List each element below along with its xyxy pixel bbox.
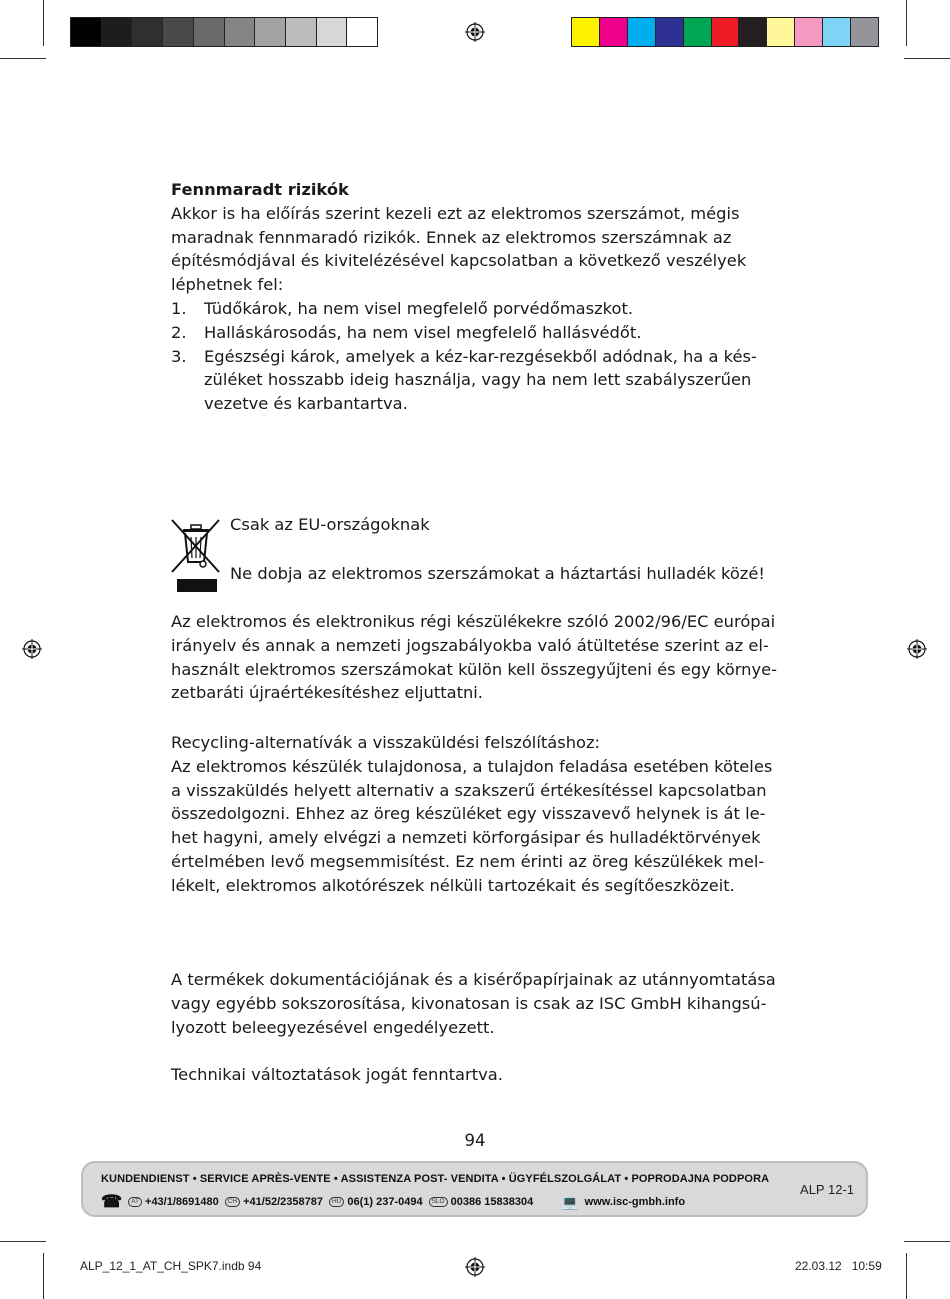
country-code-badge: AT (128, 1197, 142, 1207)
list-item-text: Tüdőkárok, ha nem visel megfelelő porvédőmaszkot. (204, 298, 634, 318)
directive-paragraph (171, 610, 781, 705)
phone-number: +43/1/8691480 (145, 1196, 219, 1208)
color-swatch (712, 18, 740, 46)
recycling-section (171, 731, 781, 898)
paragraph-line: értelmében levő megsemmisítést. Ez nem érinti az öreg készülékek mel- (171, 851, 765, 871)
country-code-badge: SLO (429, 1197, 448, 1207)
crop-mark (43, 0, 44, 46)
eu-only-title: Csak az EU-országoknak (230, 515, 430, 534)
country-code-badge: HU (329, 1197, 344, 1207)
paragraph-line: használt elektromos szerszámokat külön kell összegyűjteni és egy környe- (171, 659, 778, 679)
intro-line: léphetnek fel: (171, 275, 284, 295)
intro-line: maradnak fennmaradó rizikók. Ennek az elektromos szerszámnak az (171, 227, 732, 247)
crop-mark (904, 1241, 950, 1242)
paragraph-line: irányelv és annak a nemzeti jogszabályokba való átültetése szerint az el- (171, 635, 769, 655)
paragraph-line: A termékek dokumentációjának és a kisérőpapírjainak az utánnyomtatása (171, 970, 776, 989)
color-swatch (739, 18, 767, 46)
paragraph-line: het hagyni, amely elvégzi a nemzeti körforgásipar és hulladéktörvények (171, 828, 761, 848)
color-swatch (767, 18, 795, 46)
registration-mark-icon (22, 639, 42, 659)
list-item (171, 345, 781, 416)
gray-swatch (102, 18, 133, 46)
section-heading: Fennmaradt rizikók (171, 180, 349, 199)
paragraph-line: Az elektromos és elektronikus régi készülékekre szóló 2002/96/EC európai (171, 612, 776, 631)
paragraph-line: a visszaküldés helyett alternativ a szakszerű értékesítéssel kapcsolatban (171, 780, 767, 800)
intro-line: építésmódjával és kivitelézésével kapcsolatban a következő veszélyek (171, 251, 747, 271)
gray-swatch (163, 18, 194, 46)
gray-swatch (225, 18, 256, 46)
gray-swatch (347, 18, 377, 46)
date-slug: 22.03.12 10:59 (795, 1259, 882, 1273)
crop-mark (0, 1241, 46, 1242)
paragraph-line: Az elektromos készülék tulajdonosa, a tulajdon feladása esetében köteles (171, 756, 773, 776)
crop-mark (43, 1253, 44, 1299)
gray-swatch (71, 18, 102, 46)
page-number: 94 (464, 1131, 486, 1150)
gray-swatch (317, 18, 348, 46)
disposal-warning: Ne dobja az elektromos szerszámokat a háztartási hulladék közé! (230, 564, 765, 583)
list-number: 1. (171, 298, 187, 318)
list-item-text: Egészségi károk, amelyek a kéz-kar-rezgésekből adódnak, ha a kés- (204, 346, 757, 366)
service-title: KUNDENDIENST • SERVICE APRÈS-VENTE • ASSISTENZA POST- VENDITA • ÜGYFÉLSZOLGÁLAT • POPRODAJNA PODPORA (101, 1173, 770, 1185)
list-number: 2. (171, 322, 187, 342)
file-slug: ALP_12_1_AT_CH_SPK7.indb 94 (80, 1259, 262, 1273)
technical-changes-note: Technikai változtatások jogát fenntartva. (171, 1065, 503, 1084)
registration-mark-icon (907, 639, 927, 659)
risk-list (171, 297, 781, 416)
gray-swatch (286, 18, 317, 46)
service-box (81, 1161, 868, 1217)
list-item-text: züléket hosszabb ideig használja, vagy ha nem lett szabályszerűen (204, 370, 752, 390)
phone-icon: ☎ (101, 1192, 123, 1211)
list-item-text: vezetve és karbantartva. (204, 394, 408, 414)
gray-swatch (132, 18, 163, 46)
color-swatch (823, 18, 851, 46)
crop-mark (906, 0, 907, 46)
phone-number: +41/52/2358787 (243, 1196, 323, 1208)
process-color-bar (571, 17, 879, 47)
registration-mark-icon (465, 22, 485, 42)
service-contacts (101, 1192, 685, 1212)
color-swatch (795, 18, 823, 46)
copyright-paragraph (171, 968, 781, 1039)
laptop-icon: 💻 (561, 1193, 579, 1210)
paragraph-line: zetbaráti újraértékesítéshez eljuttatni. (171, 683, 483, 703)
color-swatch (656, 18, 684, 46)
list-item-text: Halláskárosodás, ha nem visel megfelelő hallásvédőt. (204, 322, 642, 342)
paragraph-line: vagy egyébb sokszorosítása, kivonatosan is csak az ISC GmbH kihangsú- (171, 993, 767, 1013)
paragraph-line: lyozott beleegyezésével engedélyezett. (171, 1017, 495, 1037)
crossed-bin-icon (171, 517, 221, 593)
list-number: 3. (171, 346, 187, 366)
paragraph-line: lékelt, elektromos alkotórészek nélküli tartozékait és segítőeszközeit. (171, 875, 735, 895)
crop-mark (0, 58, 46, 59)
phone-number: 00386 15838304 (450, 1196, 534, 1208)
list-item (171, 297, 781, 321)
grayscale-color-bar (70, 17, 378, 47)
paragraph-line: összedolgozni. Ehhez az öreg készüléket egy visszavevő helynek is át le- (171, 804, 766, 824)
color-swatch (600, 18, 628, 46)
registration-mark-icon (465, 1257, 485, 1277)
color-swatch (572, 18, 600, 46)
phone-number: 06(1) 237-0494 (347, 1196, 423, 1208)
color-swatch (851, 18, 878, 46)
color-swatch (684, 18, 712, 46)
country-code-badge: CH (225, 1197, 240, 1207)
model-number: ALP 12-1 (800, 1182, 854, 1197)
gray-swatch (255, 18, 286, 46)
color-swatch (628, 18, 656, 46)
gray-swatch (194, 18, 225, 46)
crop-mark (906, 1253, 907, 1299)
residual-risks-section (171, 178, 781, 416)
intro-line: Akkor is ha előírás szerint kezeli ezt az elektromos szerszámot, mégis (171, 203, 740, 223)
crop-mark (904, 58, 950, 59)
recycling-title: Recycling-alternatívák a visszaküldési felszólításhoz: (171, 733, 601, 752)
website-link[interactable]: www.isc-gmbh.info (584, 1196, 686, 1208)
list-item (171, 321, 781, 345)
